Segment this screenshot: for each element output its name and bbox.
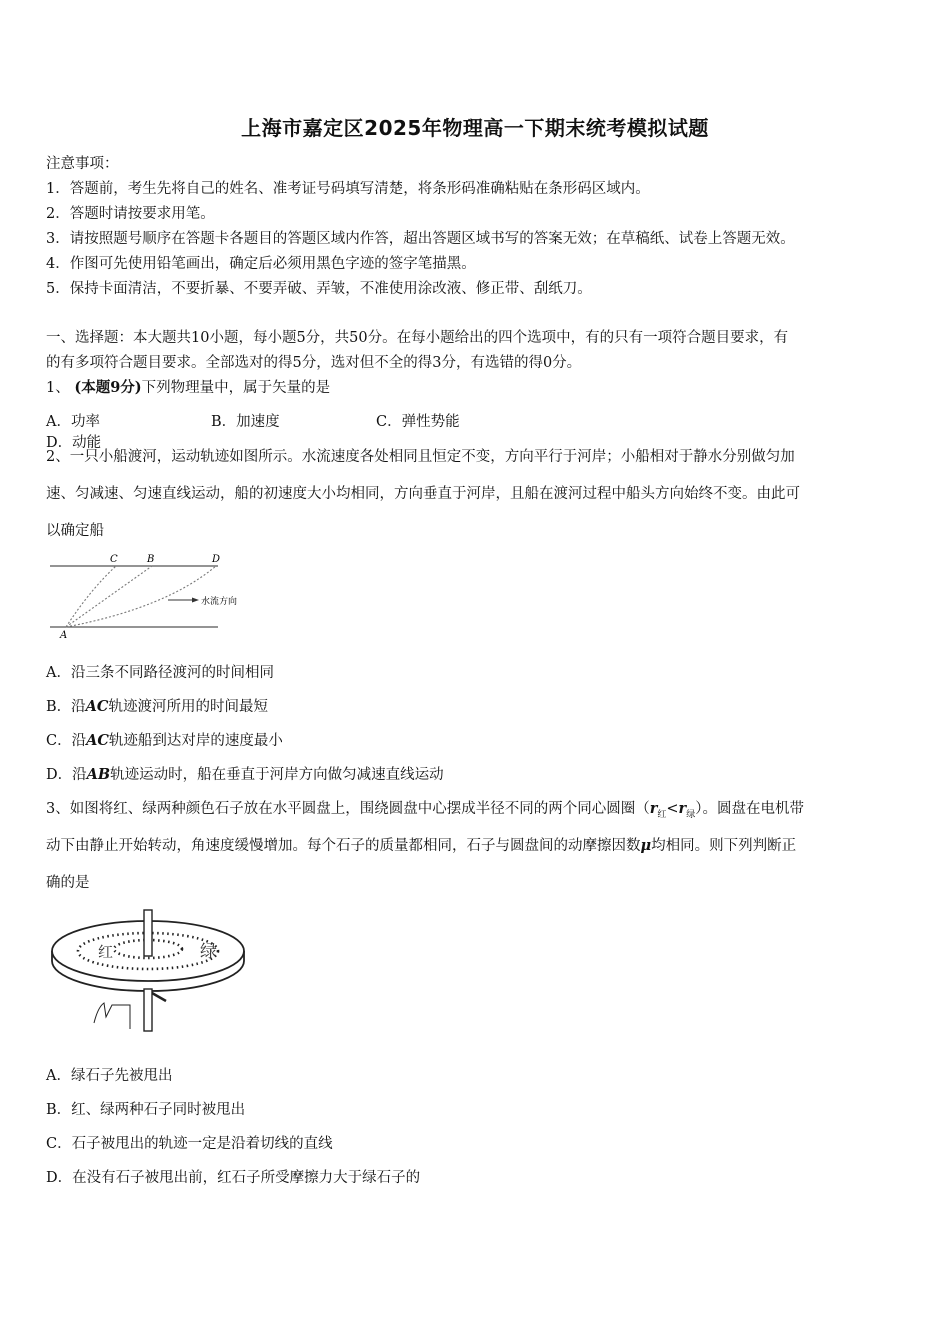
notice-item: 1．答题前，考生先将自己的姓名、准考证号码填写清楚，将条形码准确粘贴在条形码区域内。 — [46, 181, 650, 197]
option-b[interactable]: B．加速度 — [211, 414, 280, 430]
notice-item: 2．答题时请按要求用笔。 — [46, 206, 215, 222]
notice-item: 4．作图可先使用铅笔画出，确定后必须用黑色字迹的签字笔描黑。 — [46, 256, 476, 272]
section-intro: 一、选择题：本大题共10小题，每小题5分，共50分。在每小题给出的四个选项中，有的只有一项符合题目要求，有 — [46, 330, 789, 346]
question-text: 均相同。则下列判断正 — [651, 838, 797, 854]
label-c: C — [110, 554, 118, 565]
path-variable: AC — [85, 698, 109, 715]
hand-sketch — [94, 1003, 130, 1029]
question-2-option-a[interactable]: A．沿三条不同路径渡河的时间相同 — [46, 665, 274, 681]
question-text: 下列物理量中，属于矢量的是 — [141, 380, 331, 396]
path-variable: AC — [86, 732, 109, 749]
question-text: 3、如图将红、绿两种颜色石子放在水平圆盘上，围绕圆盘中心摆成半径不同的两个同心圆圈（ — [46, 801, 650, 817]
question-1-stem — [46, 376, 330, 397]
radius-symbol: r — [678, 800, 687, 817]
option-text: 轨迹运动时，船在垂直于河岸方向做匀减速直线运动 — [110, 767, 444, 783]
page-title: 上海市嘉定区2025年物理高一下期末统考模拟试题 — [241, 116, 709, 140]
notice-item: 5．保持卡面清洁，不要折暴、不要弄破、弄皱，不准使用涂改液、修正带、刮纸刀。 — [46, 281, 592, 297]
radius-symbol: r — [649, 800, 658, 817]
question-text: ）。圆盘在电机带 — [695, 801, 804, 817]
question-3-stem-cont — [46, 834, 796, 855]
less-than-sign: < — [666, 801, 679, 817]
path-ab — [66, 566, 152, 627]
green-label: 绿 — [200, 942, 217, 962]
question-3-stem-end: 确的是 — [46, 875, 90, 891]
question-2-option-c[interactable] — [46, 729, 283, 750]
option-prefix: B．沿 — [46, 699, 86, 715]
option-prefix: C．沿 — [46, 733, 87, 749]
question-text: 动下由静止开始转动，角速度缓慢增加。每个石子的质量都相同，石子与圆盘间的动摩擦因数 — [46, 838, 641, 854]
label-d: D — [212, 554, 221, 565]
option-text: 轨迹船到达对岸的速度最小 — [108, 733, 283, 749]
question-2-stem: 2、一只小船渡河，运动轨迹如图所示。水流速度各处相同且恒定不变，方向平行于河岸；小船相对于静水分别做匀加 — [46, 449, 795, 465]
option-d[interactable]: D．动能 — [46, 435, 102, 451]
label-b: B — [147, 554, 155, 565]
radius-subscript-red: 红 — [657, 809, 667, 820]
question-score-tag: (本题9分) — [74, 379, 142, 396]
question-3-option-c[interactable]: C．石子被甩出的轨迹一定是沿着切线的直线 — [46, 1136, 333, 1152]
friction-coefficient-symbol: μ — [640, 837, 652, 854]
axle-bottom — [144, 989, 152, 1031]
question-2-option-b[interactable] — [46, 695, 268, 716]
flow-direction-label: 水流方向 — [201, 597, 238, 607]
red-label: 红 — [98, 943, 114, 961]
option-prefix: D．沿 — [46, 767, 87, 783]
notice-heading: 注意事项： — [46, 156, 119, 172]
question-2-option-d[interactable] — [46, 763, 444, 784]
motor-lever — [152, 993, 166, 1001]
question-2-stem-end: 以确定船 — [46, 523, 104, 539]
radius-subscript-green: 绿 — [686, 809, 696, 820]
section-intro-cont: 的有多项符合题目要求。全部选对的得5分，选对但不全的得3分，有选错的得0分。 — [46, 355, 582, 371]
question-3-option-d[interactable]: D．在没有石子被甩出前，红石子所受摩擦力大于绿石子的 — [46, 1170, 421, 1186]
axle-top — [144, 910, 152, 956]
question-3-option-b[interactable]: B．红、绿两种石子同时被甩出 — [46, 1102, 246, 1118]
question-3-stem — [46, 797, 804, 820]
option-text: 轨迹渡河所用的时间最短 — [108, 699, 268, 715]
river-crossing-figure — [46, 550, 238, 642]
option-a[interactable]: A．功率 — [46, 414, 100, 430]
notice-item: 3．请按照题号顺序在答题卡各题目的答题区域内作答，超出答题区域书写的答案无效；在草稿纸、试卷上答题无效。 — [46, 231, 795, 247]
option-c[interactable]: C．弹性势能 — [376, 414, 460, 430]
path-variable: AB — [86, 766, 111, 783]
flow-arrow-icon — [192, 598, 199, 603]
question-3-option-a[interactable]: A．绿石子先被甩出 — [46, 1068, 173, 1084]
question-number: 1、 — [46, 380, 70, 396]
label-a: A — [60, 630, 68, 641]
question-2-stem-cont: 速、匀减速、匀速直线运动，船的初速度大小均相同，方向垂直于河岸，且船在渡河过程中船头方向始终不变。由此可 — [46, 486, 800, 502]
rotating-disk-figure — [46, 905, 252, 1035]
